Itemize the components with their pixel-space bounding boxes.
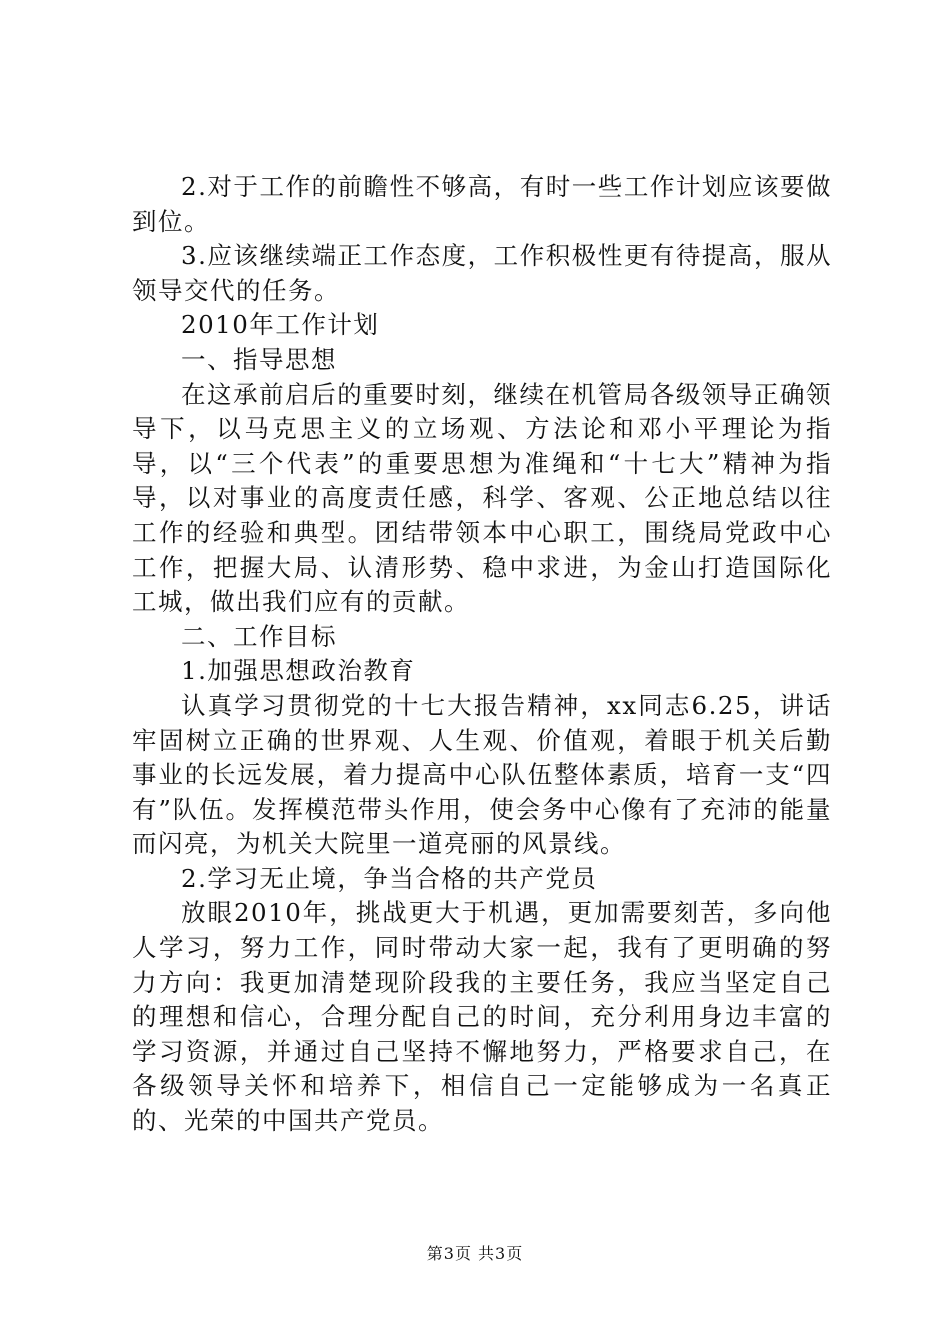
paragraph-political-education: 认真学习贯彻党的十七大报告精神，xx同志6.25，讲话牢固树立正确的世界观、人生观、价值观，着眼于机关后勤事业的长远发展，着力提高中心队伍整体素质，培育一支“四有”队伍。发挥模范带头作用，使会务中心像有了充沛的能量而闪亮，为机关大院里一道亮丽的风景线。 <box>132 690 832 859</box>
page-number-footer: 第3页 共3页 <box>426 1244 524 1263</box>
section-heading-guiding-thought: 一、指导思想 <box>181 344 337 374</box>
document-body <box>132 170 832 1139</box>
paragraph-guiding-thought: 在这承前启后的重要时刻，继续在机管局各级领导正确领导下，以马克思主义的立场观、方法论和邓小平理论为指导，以“三个代表”的重要思想为准绳和“十七大”精神为指导，以对事业的高度责任感，科学、客观、公正地总结以往工作的经验和典型。团结带领本中心职工，围绕局党政中心工作，把握大局、认清形势、稳中求进，为金山打造国际化工城，做出我们应有的贡献。 <box>132 379 832 617</box>
paragraph-item-2: 2.对于工作的前瞻性不够高，有时一些工作计划应该要做到位。 <box>132 172 832 236</box>
paragraph-item-3: 3.应该继续端正工作态度，工作积极性更有待提高，服从领导交代的任务。 <box>132 241 832 305</box>
subheading-political-education: 1.加强思想政治教育 <box>181 656 416 686</box>
paragraph-party-member: 放眼2010年，挑战更大于机遇，更加需要刻苦，多向他人学习，努力工作，同时带动大家一起，我有了更明确的努力方向：我更加清楚现阶段我的主要任务，我应当坚定自己的理想和信心，合理分配自己的时间，充分利用身边丰富的学习资源，并通过自己坚持不懈地努力，严格要求自己，在各级领导关怀和培养下，相信自己一定能够成为一名真正的、光荣的中国共产党员。 <box>132 898 832 1136</box>
section-heading-plan: 2010年工作计划 <box>181 310 380 340</box>
section-heading-work-goals: 二、工作目标 <box>181 621 337 651</box>
subheading-party-member: 2.学习无止境，争当合格的共产党员 <box>181 863 598 893</box>
